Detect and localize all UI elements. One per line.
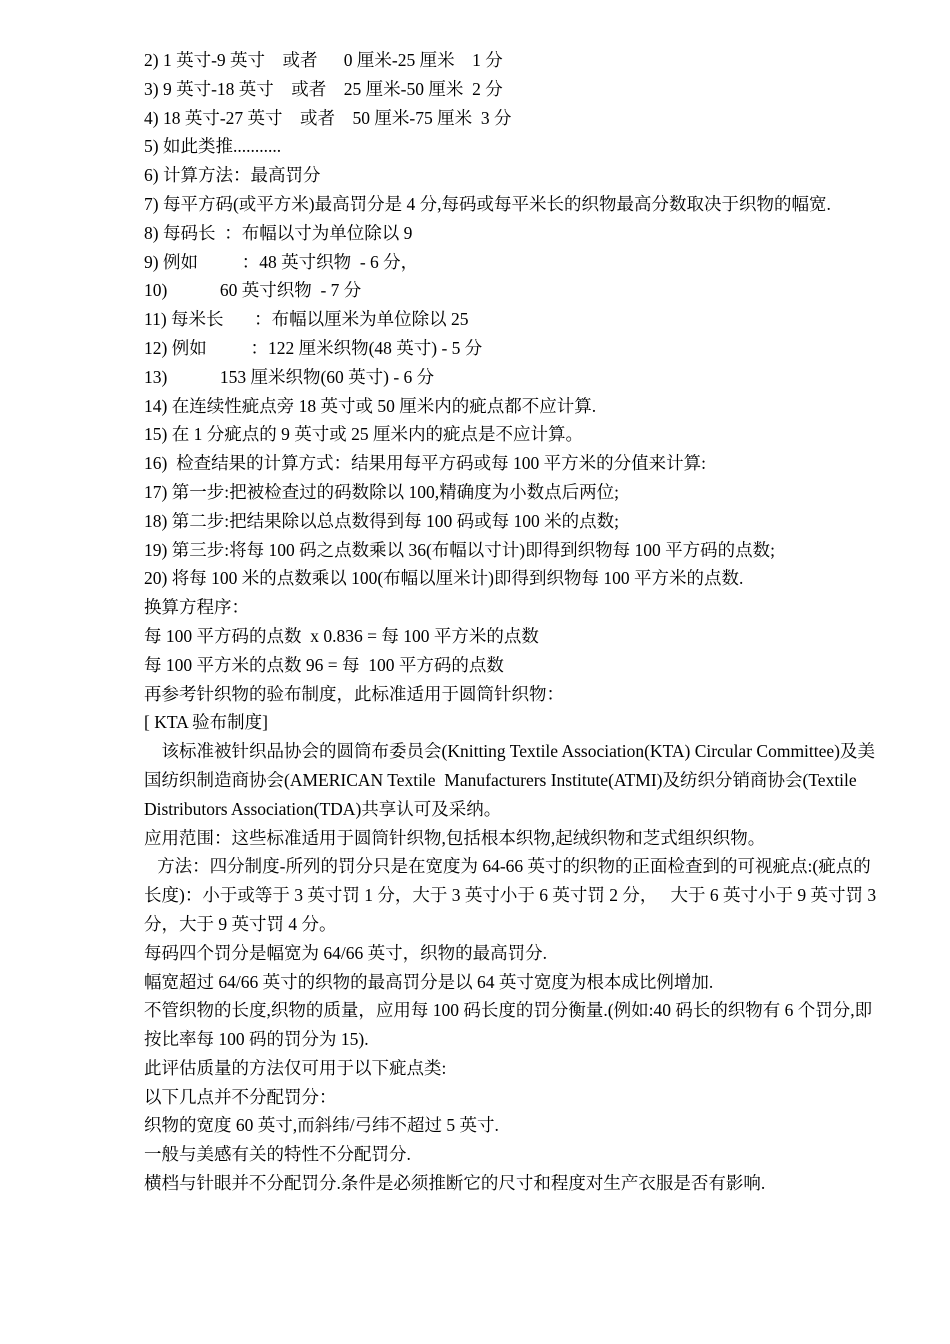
text-line: 8) 每码长 ：布幅以寸为单位除以 9 — [144, 222, 413, 243]
text-line: 19) 第三步:将每 100 码之点数乘以 36(布幅以寸计)即得到织物每 100 平方码的点数; — [144, 539, 775, 560]
text-paragraph: 方法：四分制度-所列的罚分只是在宽度为 64-66 英寸的织物的正面检查到的可视疵点:(疵点的长度)：小于或等于 3 英寸罚 1 分，大于 3 英寸小于 6 英寸罚 2 分， 大于 6 英寸小于 9 英寸罚 3 分，大于 9 英寸罚 4 分。 — [144, 856, 881, 934]
text-line: 10) 60 英寸织物 - 7 分 — [144, 280, 362, 301]
text-line: 应用范围：这些标准适用于圆筒针织物,包括根本织物,起绒织物和芝式组织织物。 — [144, 827, 766, 848]
text-line: 3) 9 英寸-18 英寸 或者 25 厘米-50 厘米 2 分 — [144, 78, 503, 99]
text-paragraph: 该标准被针织品协会的圆筒布委员会(Knitting Textile Association(KTA) Circular Committee)及美国纺织制造商协会(AMERICAN Textile Manufacturers Institute(ATMI)及纺织分销商协会(Textile Distributors Association(TDA)共享认可及采纳。 — [144, 741, 875, 819]
text-line: 2) 1 英寸-9 英寸 或者 0 厘米-25 厘米 1 分 — [144, 50, 503, 70]
text-line: 横档与针眼并不分配罚分.条件是必须推断它的尺寸和程度对生产衣服是否有影响. — [144, 1173, 766, 1194]
text-line: 17) 第一步:把被检查过的码数除以 100,精确度为小数点后两位; — [144, 481, 619, 502]
text-line: 换算方程序： — [144, 597, 249, 618]
text-line: 6) 计算方法：最高罚分 — [144, 165, 321, 186]
text-line: 14) 在连续性疵点旁 18 英寸或 50 厘米内的疵点都不应计算. — [144, 395, 597, 416]
text-line: 13) 153 厘米织物(60 英寸) - 6 分 — [144, 366, 435, 387]
text-line: 11) 每米长 ：布幅以厘米为单位除以 25 — [144, 309, 469, 330]
text-line: 18) 第二步:把结果除以总点数得到每 100 码或每 100 米的点数; — [144, 510, 619, 531]
text-line: 16) 检查结果的计算方式：结果用每平方码或每 100 平方米的分值来计算: — [144, 453, 706, 474]
text-line: 每 100 平方码的点数 x 0.836 = 每 100 平方米的点数 — [144, 625, 539, 646]
text-line: 4) 18 英寸-27 英寸 或者 50 厘米-75 厘米 3 分 — [144, 107, 512, 128]
text-paragraph: 7) 每平方码(或平方米)最高罚分是 4 分,每码或每平米长的织物最高分数取决于织物的幅宽. — [144, 193, 831, 214]
text-line: 此评估质量的方法仅可用于以下疵点类: — [144, 1057, 447, 1078]
text-line: 20) 将每 100 米的点数乘以 100(布幅以厘米计)即得到织物每 100 平方米的点数. — [144, 568, 744, 589]
text-line: 15) 在 1 分疵点的 9 英寸或 25 厘米内的疵点是不应计算。 — [144, 424, 583, 445]
text-paragraph: 不管织物的长度,织物的质量，应用每 100 码长度的罚分衡量.(例如:40 码长的织物有 6 个罚分,即按比率每 100 码的罚分为 15). — [144, 1000, 873, 1050]
text-line: 每码四个罚分是幅宽为 64/66 英寸，织物的最高罚分. — [144, 942, 547, 963]
text-line: 以下几点并不分配罚分： — [144, 1086, 337, 1107]
text-line: 幅宽超过 64/66 英寸的织物的最高罚分是以 64 英寸宽度为根本成比例增加. — [144, 971, 714, 992]
text-line: 每 100 平方米的点数 96 = 每 100 平方码的点数 — [144, 654, 504, 675]
text-line: 织物的宽度 60 英寸,而斜纬/弓纬不超过 5 英寸. — [144, 1115, 499, 1136]
text-line: 9) 例如 ：48 英寸织物 - 6 分， — [144, 251, 419, 272]
text-line: 再参考针织物的验布制度，此标准适用于圆筒针织物： — [144, 683, 564, 704]
section-heading: [ KTA 验布制度] — [144, 712, 269, 733]
text-line: 5) 如此类推........... — [144, 136, 282, 157]
text-line: 12) 例如 ：122 厘米织物(48 英寸) - 5 分 — [144, 337, 483, 358]
text-line: 一般与美感有关的特性不分配罚分. — [144, 1144, 411, 1165]
document-body — [144, 46, 884, 1198]
